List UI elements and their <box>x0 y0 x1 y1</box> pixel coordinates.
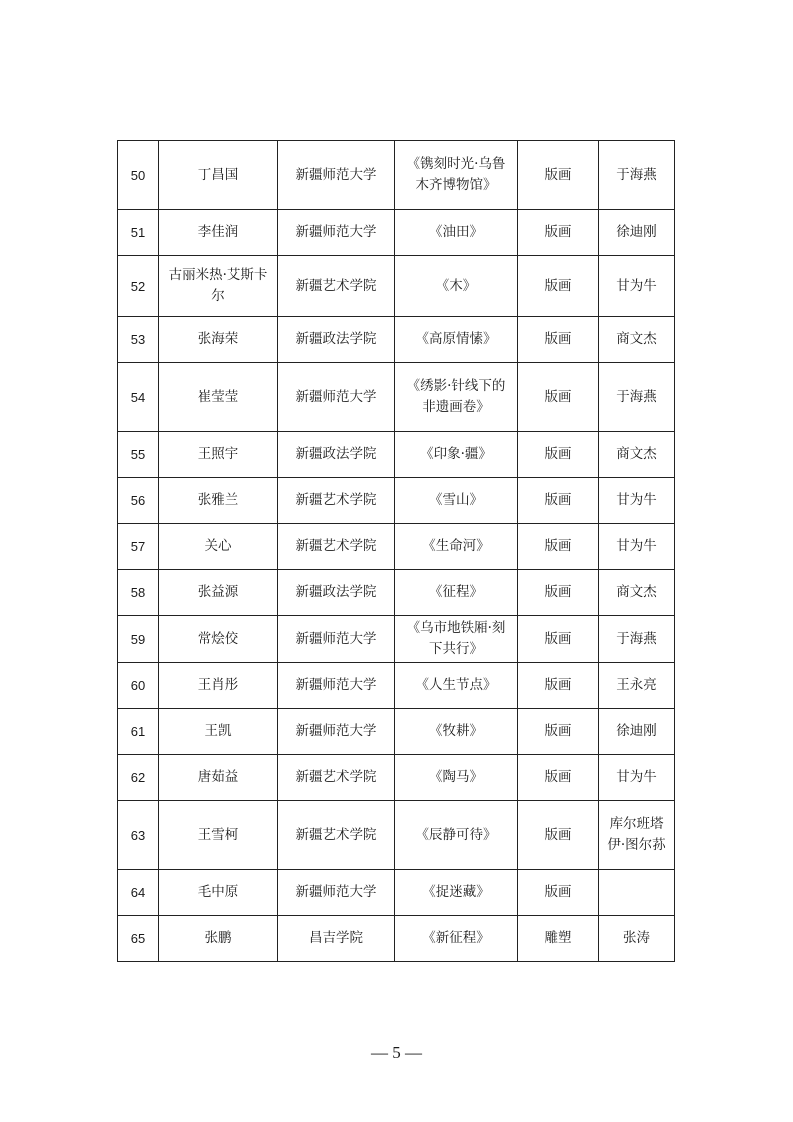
cell-advisor: 商文杰 <box>599 317 675 363</box>
table-row <box>118 210 675 256</box>
cell-advisor: 于海燕 <box>599 141 675 210</box>
page-number: — 5 — <box>371 1043 422 1062</box>
cell-number: 50 <box>118 141 159 210</box>
table-row <box>118 755 675 801</box>
cell-student-name: 王照宇 <box>159 432 278 478</box>
cell-number: 62 <box>118 755 159 801</box>
cell-student-name: 关心 <box>159 524 278 570</box>
cell-advisor: 徐迪刚 <box>599 210 675 256</box>
cell-advisor: 甘为牛 <box>599 256 675 317</box>
table-row <box>118 616 675 663</box>
cell-category: 版画 <box>518 709 599 755</box>
cell-category: 版画 <box>518 801 599 870</box>
cell-work-title: 《雪山》 <box>395 478 518 524</box>
cell-number: 59 <box>118 616 159 663</box>
cell-number: 55 <box>118 432 159 478</box>
cell-work-title: 《辰静可待》 <box>395 801 518 870</box>
cell-work-title: 《木》 <box>395 256 518 317</box>
table-row <box>118 870 675 916</box>
table-row <box>118 524 675 570</box>
cell-number: 53 <box>118 317 159 363</box>
cell-work-title: 《印象·疆》 <box>395 432 518 478</box>
cell-number: 64 <box>118 870 159 916</box>
cell-advisor: 库尔班塔伊·图尔荪 <box>599 801 675 870</box>
cell-student-name: 唐茹益 <box>159 755 278 801</box>
cell-advisor: 甘为牛 <box>599 524 675 570</box>
cell-work-title: 《捉迷藏》 <box>395 870 518 916</box>
cell-student-name: 王凯 <box>159 709 278 755</box>
table-row <box>118 709 675 755</box>
cell-category: 版画 <box>518 141 599 210</box>
cell-school: 新疆政法学院 <box>278 432 395 478</box>
table-row <box>118 317 675 363</box>
cell-work-title: 《绣影·针线下的非遗画卷》 <box>395 363 518 432</box>
cell-school: 新疆师范大学 <box>278 141 395 210</box>
cell-work-title: 《生命河》 <box>395 524 518 570</box>
cell-school: 新疆艺术学院 <box>278 256 395 317</box>
cell-school: 新疆师范大学 <box>278 870 395 916</box>
cell-work-title: 《镌刻时光·乌鲁木齐博物馆》 <box>395 141 518 210</box>
cell-work-title: 《新征程》 <box>395 916 518 962</box>
cell-advisor: 王永亮 <box>599 663 675 709</box>
cell-advisor: 甘为牛 <box>599 755 675 801</box>
cell-student-name: 张益源 <box>159 570 278 616</box>
cell-school: 新疆师范大学 <box>278 709 395 755</box>
table-row <box>118 432 675 478</box>
cell-student-name: 崔莹莹 <box>159 363 278 432</box>
cell-category: 版画 <box>518 478 599 524</box>
cell-school: 新疆师范大学 <box>278 363 395 432</box>
cell-work-title: 《油田》 <box>395 210 518 256</box>
cell-advisor: 于海燕 <box>599 616 675 663</box>
cell-school: 新疆艺术学院 <box>278 801 395 870</box>
cell-student-name: 王雪柯 <box>159 801 278 870</box>
cell-school: 新疆政法学院 <box>278 317 395 363</box>
cell-number: 63 <box>118 801 159 870</box>
table-row <box>118 916 675 962</box>
cell-number: 61 <box>118 709 159 755</box>
table-body <box>118 141 675 962</box>
cell-category: 版画 <box>518 432 599 478</box>
cell-work-title: 《牧耕》 <box>395 709 518 755</box>
cell-school: 新疆艺术学院 <box>278 478 395 524</box>
cell-work-title: 《乌市地铁厢·刻下共行》 <box>395 616 518 663</box>
award-list-table <box>117 140 675 962</box>
cell-advisor: 甘为牛 <box>599 478 675 524</box>
cell-student-name: 丁昌国 <box>159 141 278 210</box>
table-row <box>118 141 675 210</box>
cell-work-title: 《高原情愫》 <box>395 317 518 363</box>
cell-student-name: 李佳润 <box>159 210 278 256</box>
table-row <box>118 256 675 317</box>
cell-advisor: 商文杰 <box>599 432 675 478</box>
cell-student-name: 古丽米热·艾斯卡尔 <box>159 256 278 317</box>
cell-number: 52 <box>118 256 159 317</box>
table-row <box>118 478 675 524</box>
cell-category: 版画 <box>518 616 599 663</box>
cell-school: 新疆师范大学 <box>278 210 395 256</box>
cell-work-title: 《陶马》 <box>395 755 518 801</box>
cell-advisor: 张涛 <box>599 916 675 962</box>
cell-category: 版画 <box>518 663 599 709</box>
cell-student-name: 张海荣 <box>159 317 278 363</box>
table-row <box>118 801 675 870</box>
cell-student-name: 王肖彤 <box>159 663 278 709</box>
cell-number: 58 <box>118 570 159 616</box>
cell-student-name: 张鹏 <box>159 916 278 962</box>
cell-school: 昌吉学院 <box>278 916 395 962</box>
cell-number: 51 <box>118 210 159 256</box>
cell-advisor <box>599 870 675 916</box>
cell-number: 60 <box>118 663 159 709</box>
cell-advisor: 商文杰 <box>599 570 675 616</box>
table-row <box>118 570 675 616</box>
cell-category: 版画 <box>518 256 599 317</box>
cell-number: 54 <box>118 363 159 432</box>
cell-school: 新疆师范大学 <box>278 616 395 663</box>
cell-number: 57 <box>118 524 159 570</box>
cell-category: 雕塑 <box>518 916 599 962</box>
cell-school: 新疆艺术学院 <box>278 755 395 801</box>
cell-category: 版画 <box>518 210 599 256</box>
cell-student-name: 张雅兰 <box>159 478 278 524</box>
cell-student-name: 毛中原 <box>159 870 278 916</box>
cell-category: 版画 <box>518 363 599 432</box>
cell-number: 65 <box>118 916 159 962</box>
cell-school: 新疆政法学院 <box>278 570 395 616</box>
cell-work-title: 《人生节点》 <box>395 663 518 709</box>
cell-category: 版画 <box>518 755 599 801</box>
cell-number: 56 <box>118 478 159 524</box>
cell-school: 新疆师范大学 <box>278 663 395 709</box>
cell-category: 版画 <box>518 870 599 916</box>
cell-category: 版画 <box>518 317 599 363</box>
cell-advisor: 于海燕 <box>599 363 675 432</box>
table-row <box>118 363 675 432</box>
table-row <box>118 663 675 709</box>
cell-student-name: 常烩佼 <box>159 616 278 663</box>
cell-work-title: 《征程》 <box>395 570 518 616</box>
cell-category: 版画 <box>518 570 599 616</box>
cell-school: 新疆艺术学院 <box>278 524 395 570</box>
cell-advisor: 徐迪刚 <box>599 709 675 755</box>
cell-category: 版画 <box>518 524 599 570</box>
